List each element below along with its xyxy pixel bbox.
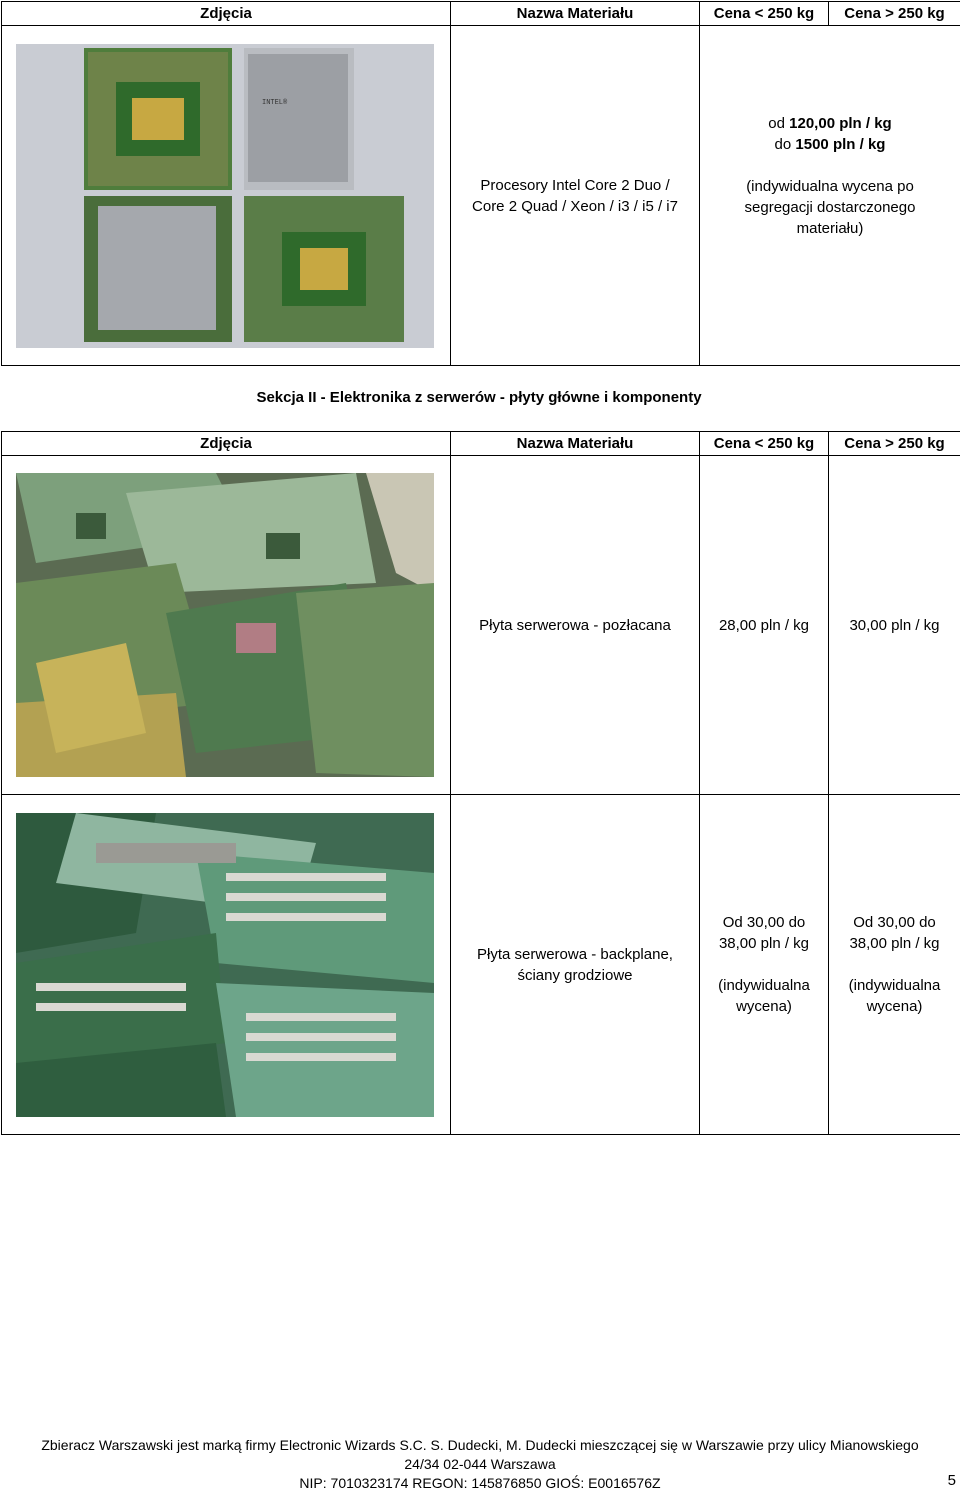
price-low-cell: 28,00 pln / kg bbox=[700, 456, 829, 795]
price-high-note2: wycena) bbox=[829, 996, 960, 1017]
price-high-note1: (indywidualna bbox=[829, 975, 960, 996]
price-high-cell: 30,00 pln / kg bbox=[829, 456, 960, 795]
table-header-row bbox=[2, 432, 960, 456]
footer-address-line: 24/34 02-044 Warszawa bbox=[0, 1455, 960, 1474]
material-name-cell bbox=[451, 26, 700, 366]
header-photos: Zdjęcia bbox=[2, 2, 451, 26]
price-high-line1: Od 30,00 do bbox=[829, 912, 960, 933]
price-from-value: 120,00 pln / kg bbox=[789, 115, 892, 132]
header-price-below-250: Cena < 250 kg bbox=[700, 432, 829, 456]
header-price-above-250: Cena > 250 kg bbox=[829, 432, 960, 456]
page-footer bbox=[0, 1436, 960, 1493]
gold-server-board-photo-icon bbox=[16, 473, 434, 777]
header-price-below-250: Cena < 250 kg bbox=[700, 2, 829, 26]
material-name-line1: Płyta serwerowa - backplane, bbox=[451, 944, 699, 965]
gold-board-photo-cell bbox=[2, 456, 451, 795]
price-from-prefix: od bbox=[768, 115, 789, 132]
material-name-cell: Płyta serwerowa - pozłacana bbox=[451, 456, 700, 795]
price-low-cell bbox=[700, 795, 829, 1135]
table-row bbox=[2, 456, 960, 795]
price-note-line1: (indywidualna wycena po bbox=[700, 176, 960, 197]
material-name-line2: ściany grodziowe bbox=[451, 965, 699, 986]
cpu-photo-icon bbox=[16, 44, 434, 348]
price-note-line3: materiału) bbox=[700, 218, 960, 239]
material-name-cell bbox=[451, 795, 700, 1135]
price-to-prefix: do bbox=[775, 136, 796, 153]
header-material-name: Nazwa Materiału bbox=[451, 2, 700, 26]
cpu-photo-cell bbox=[2, 26, 451, 366]
price-note-line2: segregacji dostarczonego bbox=[700, 197, 960, 218]
price-high-line2: 38,00 pln / kg bbox=[829, 933, 960, 954]
table-row bbox=[2, 795, 960, 1135]
material-name-line2: Core 2 Quad / Xeon / i3 / i5 / i7 bbox=[451, 196, 699, 217]
price-from bbox=[700, 113, 960, 134]
footer-company-line: Zbieracz Warszawski jest marką firmy Electronic Wizards S.C. S. Dudecki, M. Dudecki mieszczącej się w Warszawie przy ulicy Mianowskiego bbox=[0, 1436, 960, 1455]
table-row bbox=[2, 26, 960, 366]
material-name-line1: Procesory Intel Core 2 Duo / bbox=[451, 175, 699, 196]
price-table-server-boards bbox=[1, 431, 960, 1135]
price-low-note1: (indywidualna bbox=[700, 975, 828, 996]
backplane-photo-icon bbox=[16, 813, 434, 1117]
header-price-above-250: Cena > 250 kg bbox=[829, 2, 960, 26]
section-title: Sekcja II - Elektronika z serwerów - płyty główne i komponenty bbox=[0, 387, 958, 408]
price-range-cell bbox=[700, 26, 960, 366]
price-high-cell bbox=[829, 795, 960, 1135]
header-photos: Zdjęcia bbox=[2, 432, 451, 456]
page-number: 5 bbox=[948, 1472, 956, 1489]
price-low-line1: Od 30,00 do bbox=[700, 912, 828, 933]
header-material-name: Nazwa Materiału bbox=[451, 432, 700, 456]
table-header-row bbox=[2, 2, 960, 26]
backplane-photo-cell bbox=[2, 795, 451, 1135]
price-table-processors bbox=[1, 1, 960, 366]
price-low-line2: 38,00 pln / kg bbox=[700, 933, 828, 954]
price-to bbox=[700, 134, 960, 155]
price-low-note2: wycena) bbox=[700, 996, 828, 1017]
price-to-value: 1500 pln / kg bbox=[795, 136, 885, 153]
svg-text:INTEL®: INTEL® bbox=[262, 98, 288, 107]
footer-registry-line: NIP: 7010323174 REGON: 145876850 GIOŚ: E0016576Z bbox=[0, 1474, 960, 1493]
